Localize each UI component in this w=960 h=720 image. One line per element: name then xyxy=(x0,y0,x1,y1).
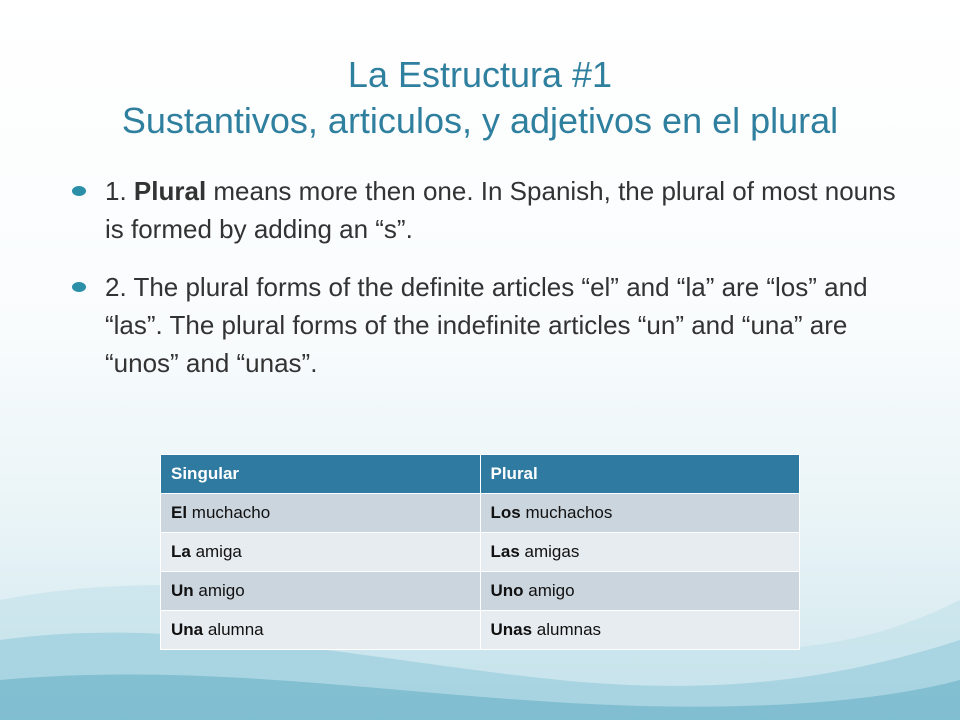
table-cell xyxy=(161,494,481,533)
cell-noun: alumnas xyxy=(532,620,602,639)
plural-table xyxy=(160,454,800,650)
bullet-list xyxy=(72,172,902,402)
cell-article: El xyxy=(171,503,188,522)
cell-article: Los xyxy=(490,503,521,522)
table-row xyxy=(161,572,800,611)
cell-noun: amiga xyxy=(190,542,242,561)
cell-article: Uno xyxy=(490,581,524,600)
cell-article: Las xyxy=(490,542,520,561)
bullet-dot-icon xyxy=(72,186,86,196)
header-plural: Plural xyxy=(480,455,800,494)
cell-noun: alumna xyxy=(203,620,264,639)
title-line-2: Sustantivos, articulos, y adjetivos en el plural xyxy=(121,100,839,141)
cell-noun: muchacho xyxy=(187,503,271,522)
table-row xyxy=(161,533,800,572)
cell-article: La xyxy=(171,542,191,561)
table-cell xyxy=(480,533,800,572)
bullet-1-text: means more then one. In Spanish, the plural of most nouns is formed by adding an “s”. xyxy=(105,176,896,244)
cell-noun: amigas xyxy=(519,542,580,561)
cell-noun: amigo xyxy=(193,581,245,600)
table-row xyxy=(161,611,800,650)
table-cell xyxy=(480,494,800,533)
table-cell xyxy=(161,533,481,572)
bullet-dot-icon xyxy=(72,282,86,292)
bullet-1-prefix: 1. xyxy=(105,176,134,206)
cell-noun: amigo xyxy=(523,581,575,600)
bullet-1-bold: Plural xyxy=(133,176,207,206)
bullet-item-2 xyxy=(72,268,902,382)
table-cell xyxy=(480,572,800,611)
table-header-row xyxy=(161,455,800,494)
table-cell xyxy=(161,572,481,611)
table-row xyxy=(161,494,800,533)
bullet-2-text: 2. The plural forms of the definite articles “el” and “la” are “los” and “las”. The plural forms of the indefinite articles “un” and “una” are “unos” and “unas”. xyxy=(105,272,868,378)
table-cell xyxy=(480,611,800,650)
slide-title xyxy=(60,52,900,144)
table-cell xyxy=(161,611,481,650)
cell-noun: muchachos xyxy=(520,503,613,522)
header-singular: Singular xyxy=(161,455,481,494)
bullet-item-1 xyxy=(72,172,902,248)
cell-article: Un xyxy=(171,581,194,600)
cell-article: Una xyxy=(171,620,204,639)
title-line-1: La Estructura #1 xyxy=(347,54,613,95)
cell-article: Unas xyxy=(490,620,533,639)
